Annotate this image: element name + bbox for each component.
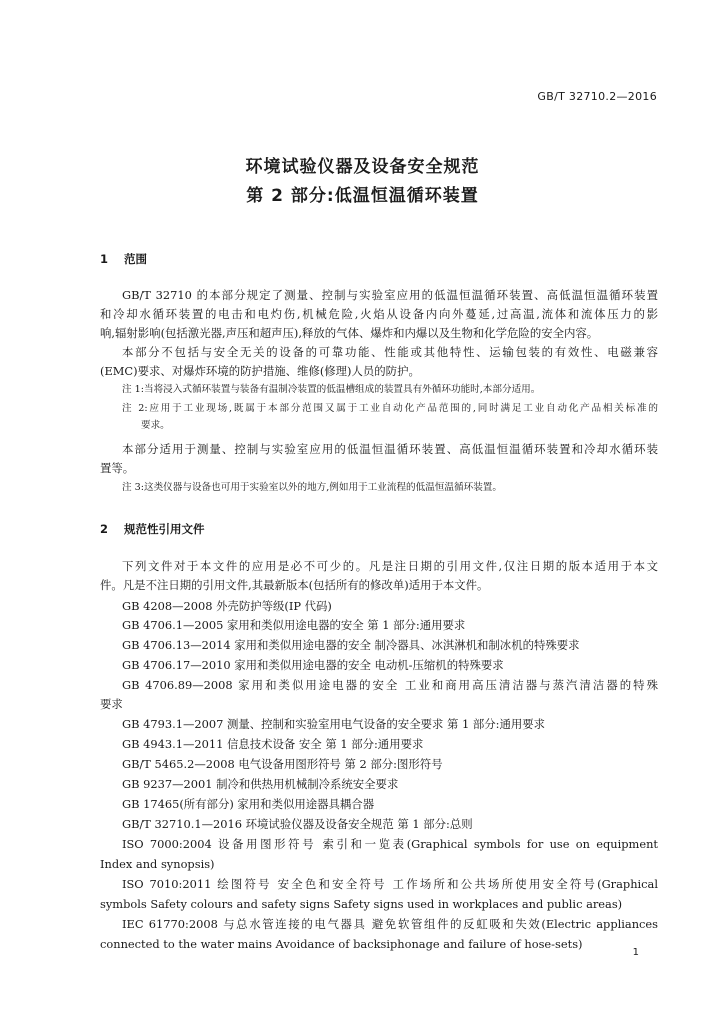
note-3: 注 3:这类仪器与设备也可用于实验室以外的地方,例如用于工业流程的低温恒温循环装置。 (122, 482, 502, 493)
note-2-continuation: 要求。 (141, 420, 170, 431)
note-2: 注 2:应用于工业现场,既属于本部分范围又属于工业自动化产品范围的,同时满足工业自动化产品相关标准的 (122, 403, 658, 414)
section-heading-scope (100, 251, 147, 267)
reference-item: IEC 61770:2008 与总水管连接的电气器具 避免软管组件的反虹吸和失效(Electric appliances (122, 917, 658, 931)
paragraph-line: 和冷却水循环装置的电击和电灼伤,机械危险,火焰从设备内向外蔓延,过高温,流体和流体压力的影 (100, 307, 658, 321)
reference-item: GB 4706.17—2010 家用和类似用途电器的安全 电动机-压缩机的特殊要求 (122, 658, 504, 672)
document-title: 环境试验仪器及设备安全规范 (245, 157, 480, 177)
reference-item-continuation: symbols Safety colours and safety signs Safety signs used in workplaces and public areas) (100, 897, 623, 911)
reference-item: GB 4793.1—2007 测量、控制和实验室用电气设备的安全要求 第 1 部分:通用要求 (122, 717, 546, 731)
reference-item-continuation: Index and synopsis) (100, 857, 215, 871)
standard-code: GB/T 32710.2—2016 (537, 90, 657, 103)
reference-item-continuation: 要求 (100, 697, 123, 711)
reference-item: GB 4208—2008 外壳防护等级(IP 代码) (122, 599, 332, 613)
section-title: 范围 (124, 252, 148, 266)
section-number: 1 (100, 252, 109, 266)
reference-item: GB 17465(所有部分) 家用和类似用途器具耦合器 (122, 797, 375, 811)
reference-item-continuation: connected to the water mains Avoidance of backsiphonage and failure of hose-sets) (100, 937, 583, 951)
reference-item: ISO 7010:2011 绘图符号 安全色和安全符号 工作场所和公共场所使用安全符号(Graphical (122, 877, 658, 891)
document-subtitle: 第 2 部分:低温恒温循环装置 (246, 186, 479, 206)
page-number: 1 (632, 947, 639, 958)
paragraph-line: 件。凡是不注日期的引用文件,其最新版本(包括所有的修改单)适用于本文件。 (100, 578, 489, 592)
reference-item: GB/T 5465.2—2008 电气设备用图形符号 第 2 部分:图形符号 (122, 757, 443, 771)
paragraph-line: 置等。 (100, 461, 135, 475)
paragraph-line: GB/T 32710 的本部分规定了测量、控制与实验室应用的低温恒温循环装置、高低温恒温循环装置 (122, 288, 658, 302)
section-title: 规范性引用文件 (124, 522, 205, 536)
paragraph-line: 本部分不包括与安全无关的设备的可靠功能、性能或其他特性、运输包装的有效性、电磁兼容 (122, 345, 658, 359)
paragraph-line: (EMC)要求、对爆炸环境的防护措施、维修(修理)人员的防护。 (100, 364, 420, 378)
reference-item: GB/T 32710.1—2016 环境试验仪器及设备安全规范 第 1 部分:总则 (122, 817, 473, 831)
reference-item: GB 4706.89—2008 家用和类似用途电器的安全 工业和商用高压清洁器与蒸汽清洁器的特殊 (122, 678, 658, 692)
reference-item: GB 4943.1—2011 信息技术设备 安全 第 1 部分:通用要求 (122, 737, 424, 751)
paragraph-line: 本部分适用于测量、控制与实验室应用的低温恒温循环装置、高低温恒温循环装置和冷却水循环装 (122, 442, 658, 456)
reference-item: GB 4706.1—2005 家用和类似用途电器的安全 第 1 部分:通用要求 (122, 618, 466, 632)
section-number: 2 (100, 522, 109, 536)
reference-item: GB 4706.13—2014 家用和类似用途电器的安全 制冷器具、冰淇淋机和制冰机的特殊要求 (122, 638, 580, 652)
paragraph-line: 响,辐射影响(包括激光器,声压和超声压),释放的气体、爆炸和内爆以及生物和化学危险的安全内容。 (100, 326, 599, 340)
reference-item: GB 9237—2001 制冷和供热用机械制冷系统安全要求 (122, 777, 399, 791)
reference-item: ISO 7000:2004 设备用图形符号 索引和一览表(Graphical symbols for use on equipment (122, 837, 658, 851)
section-heading-normative-references (100, 521, 205, 537)
note-1: 注 1:当将浸入式循环装置与装备有温制冷装置的低温槽组成的装置具有外循环功能时,本部分适用。 (122, 384, 541, 395)
paragraph-line: 下列文件对于本文件的应用是必不可少的。凡是注日期的引用文件,仅注日期的版本适用于本文 (122, 559, 658, 573)
